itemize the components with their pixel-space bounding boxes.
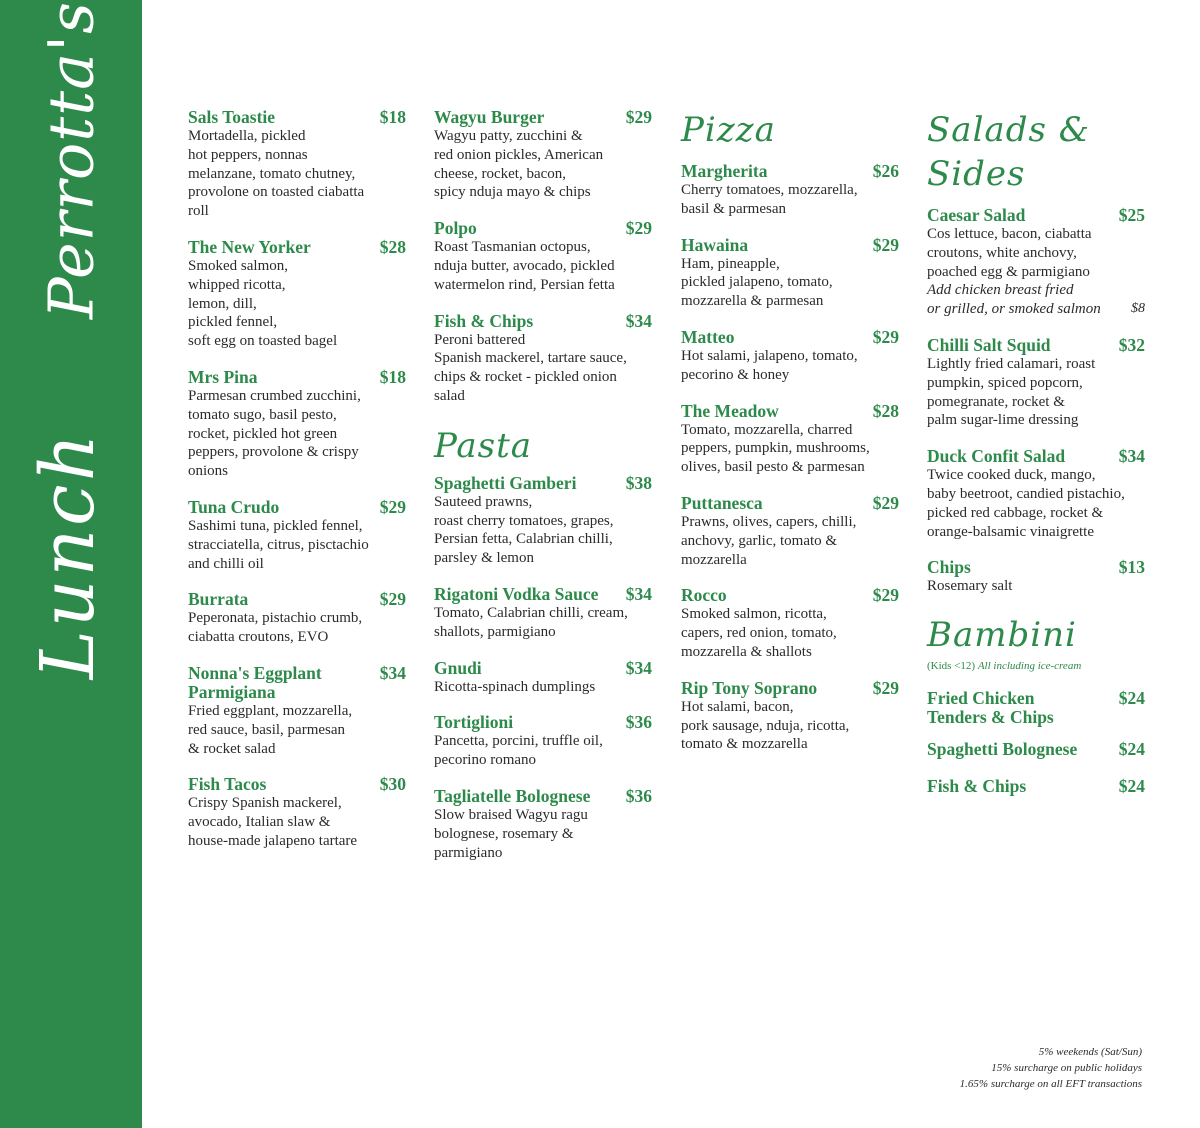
item-name: Rip Tony Soprano: [681, 677, 818, 698]
menu-item: [681, 402, 899, 477]
item-name: Rocco: [681, 585, 727, 606]
menu-item: [434, 108, 652, 202]
item-description: Fried eggplant, mozzarella, red sauce, basil, parmesan & rocket salad: [188, 702, 353, 757]
item-name: Chips: [927, 557, 971, 578]
item-description: Pancetta, porcini, truffle oil, pecorino romano: [434, 733, 603, 769]
item-name: Caesar Salad: [927, 205, 1026, 225]
item-description: Parmesan crumbed zucchini, tomato sugo, basil pesto, rocket, pickled hot green peppers, provolone & crispy onions: [188, 387, 361, 480]
menu-item: [681, 494, 899, 569]
item-price: $18: [379, 366, 406, 387]
item-description: Crispy Spanish mackerel, avocado, Italian slaw & house-made jalapeno tartare: [188, 795, 358, 849]
section-title-salads: Salads & Sides: [927, 110, 1090, 194]
addon-text: Add chicken breast fried or grilled, or smoked salmon: [927, 282, 1101, 318]
menu-item: [188, 108, 406, 221]
menu-item: [927, 740, 1145, 759]
item-price: $25: [1118, 205, 1145, 225]
item-name: Chilli Salt Squid: [927, 334, 1051, 355]
item-description: Twice cooked duck, mango, baby beetroot, candied pistachio, picked red cabbage, rocket & orange-balsamic vinaigrette: [927, 467, 1125, 540]
menu-column-2: [434, 108, 652, 879]
item-price: $29: [872, 234, 899, 255]
menu-item: [927, 558, 1145, 596]
brand-logo: Perrotta's: [34, 1, 108, 319]
item-price: $30: [379, 774, 406, 795]
item-description: Hot salami, jalapeno, tomato, pecorino & honey: [681, 347, 858, 383]
item-name: Tuna Crudo: [188, 496, 280, 517]
item-price: $29: [625, 218, 652, 239]
item-description: Hot salami, bacon, pork sausage, nduja, ricotta, tomato & mozzarella: [681, 698, 850, 753]
surcharge-eft: 1.65% surcharge on all EFT transactions: [959, 1078, 1142, 1090]
item-price: $29: [379, 589, 406, 610]
menu-item: [188, 238, 406, 351]
item-price: $24: [1118, 776, 1145, 797]
item-description: Roast Tasmanian octopus, nduja butter, avocado, pickled watermelon rind, Persian fetta: [434, 239, 615, 293]
item-description: Tomato, Calabrian chilli, cream, shallots, parmigiano: [434, 604, 628, 640]
item-price: $24: [1118, 688, 1145, 709]
section-title-pasta: Pasta: [434, 425, 533, 466]
item-addon: [927, 281, 1145, 319]
menu-item: [927, 777, 1145, 796]
item-price: $18: [379, 107, 406, 127]
item-name: Wagyu Burger: [434, 107, 545, 127]
item-price: $29: [872, 677, 899, 698]
menu-item: [927, 206, 1145, 319]
item-description: Rosemary salt: [927, 578, 1013, 595]
item-description: Slow braised Wagyu ragu bolognese, rosemary & parmigiano: [434, 806, 588, 861]
item-name: Sals Toastie: [188, 107, 276, 127]
item-price: $28: [872, 400, 899, 421]
item-description: Prawns, olives, capers, chilli, anchovy, garlic, tomato & mozzarella: [681, 513, 857, 568]
item-name: Burrata: [188, 589, 249, 610]
item-name: Tortiglioni: [434, 712, 514, 733]
menu-item: [434, 219, 652, 294]
item-name: The Meadow: [681, 400, 779, 421]
item-price: $29: [872, 492, 899, 513]
item-price: $28: [379, 236, 406, 257]
item-description: Wagyu patty, zucchini & red onion pickles, American cheese, rocket, bacon, spicy nduja mayo & chips: [434, 128, 604, 201]
item-description: Smoked salmon, ricotta, capers, red onion, tomato, mozzarella & shallots: [681, 606, 837, 660]
item-description: Peroni battered Spanish mackerel, tartare sauce, chips & rocket - pickled onion salad: [434, 331, 627, 404]
kids-note-age: (Kids <12): [927, 660, 978, 673]
item-name: Fish & Chips: [927, 776, 1027, 797]
item-price: $36: [625, 712, 652, 733]
item-price: $34: [625, 657, 652, 678]
kids-note: [927, 659, 1145, 673]
item-name: Spaghetti Gamberi: [434, 472, 577, 493]
item-name: Fish & Chips: [434, 310, 534, 331]
menu-item: [188, 664, 406, 758]
item-price: $32: [1118, 334, 1145, 355]
menu-item: [188, 590, 406, 647]
item-description: Ricotta-spinach dumplings: [434, 678, 596, 695]
menu-item: [434, 787, 652, 862]
menu-item: [434, 713, 652, 770]
menu-column-4: [927, 108, 1145, 813]
item-price: $13: [1118, 557, 1145, 578]
item-description: Sauteed prawns, roast cherry tomatoes, grapes, Persian fetta, Calabrian chilli, parsley & lemon: [434, 493, 614, 567]
item-description: Smoked salmon, whipped ricotta, lemon, dill, pickled fennel, soft egg on toasted bagel: [188, 257, 338, 350]
section-title-pizza: Pizza: [681, 110, 776, 150]
item-description: Peperonata, pistachio crumb, ciabatta croutons, EVO: [188, 610, 363, 646]
item-name: Rigatoni Vodka Sauce: [434, 583, 599, 604]
item-description: Mortadella, pickled hot peppers, nonnas melanzane, tomato chutney, provolone on toasted ciabatta roll: [188, 128, 365, 220]
item-price: $29: [872, 585, 899, 606]
item-name: Margherita: [681, 161, 768, 181]
item-name: Gnudi: [434, 657, 482, 678]
item-description: Sashimi tuna, pickled fennel, stracciatella, citrus, pisctachio and chilli oil: [188, 517, 369, 572]
item-price: $36: [625, 785, 652, 806]
item-name: Tagliatelle Bolognese: [434, 785, 591, 806]
item-name: Fried Chicken Tenders & Chips: [927, 688, 1054, 728]
menu-item: [188, 368, 406, 481]
item-description: Tomato, mozzarella, charred peppers, pumpkin, mushrooms, olives, basil pesto & parmesan: [681, 421, 870, 476]
item-description: Cos lettuce, bacon, ciabatta croutons, white anchovy, poached egg & parmigiano: [927, 226, 1092, 280]
item-name: Spaghetti Bolognese: [927, 739, 1078, 760]
menu-item: [681, 328, 899, 385]
item-name: Duck Confit Salad: [927, 446, 1066, 467]
sidebar: [0, 0, 142, 1128]
section-title-bambini: Bambini: [927, 615, 1077, 656]
surcharge-holidays: 15% surcharge on public holidays: [991, 1062, 1142, 1074]
menu-item: [434, 474, 652, 568]
menu-item: [927, 689, 1145, 727]
menu-item: [927, 336, 1145, 430]
surcharge-weekends: 5% weekends (Sat/Sun): [1038, 1046, 1142, 1058]
menu-item: [681, 586, 899, 661]
item-name: Puttanesca: [681, 492, 763, 513]
item-price: $34: [625, 310, 652, 331]
item-name: Nonna's Eggplant Parmigiana: [188, 662, 322, 702]
item-name: Polpo: [434, 218, 477, 239]
item-price: $24: [1118, 739, 1145, 760]
menu-column-3: [681, 108, 899, 771]
item-description: Ham, pineapple, pickled jalapeno, tomato, mozzarella & parmesan: [681, 255, 833, 310]
item-description: Cherry tomatoes, mozzarella, basil & parmesan: [681, 182, 858, 217]
menu-item: [681, 236, 899, 311]
menu-item: [681, 162, 899, 219]
menu-item: [434, 312, 652, 406]
menu-item: [434, 585, 652, 642]
kids-note-icecream: All including ice-cream: [977, 660, 1082, 673]
item-price: $34: [379, 662, 406, 683]
menu-item: [681, 679, 899, 754]
menu-title: Lunch: [25, 430, 111, 680]
item-price: $29: [379, 496, 406, 517]
item-name: Mrs Pina: [188, 366, 258, 387]
item-description: Lightly fried calamari, roast pumpkin, spiced popcorn, pomegranate, rocket & palm sugar-lime dressing: [927, 355, 1096, 429]
item-price: $26: [872, 161, 899, 181]
item-name: The New Yorker: [188, 236, 311, 257]
item-name: Hawaina: [681, 234, 749, 255]
menu-item: [434, 659, 652, 697]
menu-item: [188, 775, 406, 850]
item-price: $29: [625, 107, 652, 127]
surcharge-notes: [960, 1044, 1142, 1092]
item-price: $34: [625, 583, 652, 604]
menu-item: [927, 447, 1145, 541]
item-name: Fish Tacos: [188, 774, 267, 795]
item-price: $29: [872, 326, 899, 347]
addon-price: $8: [1131, 301, 1145, 317]
menu-item: [188, 498, 406, 573]
item-name: Matteo: [681, 326, 735, 347]
item-price: $34: [1118, 446, 1145, 467]
menu-column-1: [188, 108, 406, 868]
item-price: $38: [625, 472, 652, 493]
